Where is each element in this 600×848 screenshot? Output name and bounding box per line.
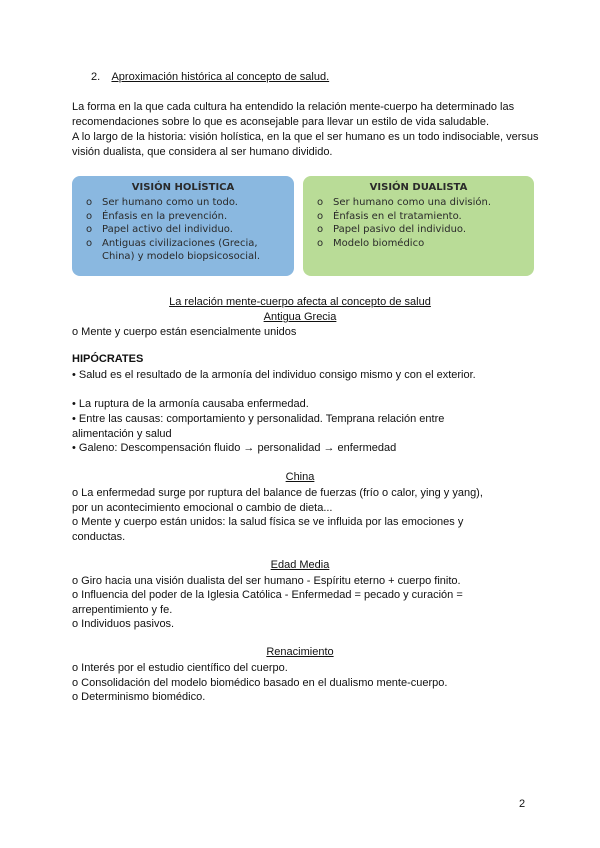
hippocrates-line: • Salud es el resultado de la armonía del individuo consigo mismo y con el exterior.: [72, 369, 476, 381]
section-title: Aproximación histórica al concepto de salud.: [111, 71, 330, 83]
holistic-item: o Antiguas civilizaciones (Grecia, China) y modelo biopsicosocial.: [86, 237, 261, 262]
dualist-item: o Énfasis en el tratamiento.: [317, 210, 462, 222]
holistic-item: o Ser humano como un todo.: [86, 197, 238, 208]
dualist-title: VISIÓN DUALISTA: [369, 182, 468, 193]
intro-paragraph-2: A lo largo de la historia: visión holística, en la que el ser humano es un todo indisociable, versus visión dualista, que considera al ser humano dividido.: [72, 131, 539, 158]
dualist-item: o Papel pasivo del individuo.: [317, 224, 467, 235]
dualist-box: [303, 176, 534, 276]
page-number: 2: [519, 798, 526, 810]
holistic-title: VISIÓN HOLÍSTICA: [131, 182, 235, 193]
holistic-item: o Énfasis en la prevención.: [86, 210, 228, 222]
section-heading: [91, 71, 329, 83]
hippocrates-title: HIPÓCRATES: [72, 353, 144, 365]
dualist-item: o Ser humano como una división.: [317, 197, 492, 208]
greece-line: o Mente y cuerpo están esencialmente unidos: [72, 326, 297, 338]
vision-comparison: [72, 176, 534, 276]
renaissance-title: Renacimiento: [266, 646, 334, 658]
middle-ages-line: o Giro hacia una visión dualista del ser humano - Espíritu eterno + cuerpo finito.: [72, 575, 461, 587]
middle-ages-line: o Individuos pasivos.: [72, 618, 175, 630]
dualist-item: o Modelo biomédico: [317, 237, 425, 249]
middle-ages-title: Edad Media: [270, 559, 330, 571]
hippocrates-line: • La ruptura de la armonía causaba enfermedad.: [72, 398, 309, 410]
china-title: China: [285, 471, 315, 483]
holistic-box: [72, 176, 294, 276]
holistic-item: o Papel activo del individuo.: [86, 224, 233, 235]
hippocrates-line: • Entre las causas: comportamiento y personalidad. Temprana relación entre alimentación y salud: [72, 413, 445, 440]
middle-ages-line: o Influencia del poder de la Iglesia Católica - Enfermedad = pecado y curación = arrepentimiento y fe.: [72, 589, 463, 616]
renaissance-line: o Interés por el estudio científico del cuerpo.: [72, 662, 288, 674]
hippocrates-line: • Galeno: Descompensación fluido → personalidad → enfermedad: [72, 442, 397, 454]
relation-title: La relación mente-cuerpo afecta al concepto de salud: [169, 296, 431, 308]
china-line: o La enfermedad surge por ruptura del balance de fuerzas (frío o calor, ying y yang), por un acontecimiento emocional o cambio de dieta...: [72, 487, 483, 514]
china-line: o Mente y cuerpo están unidos: la salud física se ve influida por las emociones y conductas.: [72, 516, 464, 543]
renaissance-line: o Determinismo biomédico.: [72, 691, 206, 703]
greece-title: Antigua Grecia: [263, 311, 337, 323]
section-number: 2.: [91, 71, 101, 83]
intro-paragraph-1: La forma en la que cada cultura ha entendido la relación mente-cuerpo ha determinado las recomendaciones sobre lo que es aconsejable para llevar un estilo de vida saludable.: [72, 101, 515, 128]
renaissance-line: o Consolidación del modelo biomédico basado en el dualismo mente-cuerpo.: [72, 677, 448, 689]
